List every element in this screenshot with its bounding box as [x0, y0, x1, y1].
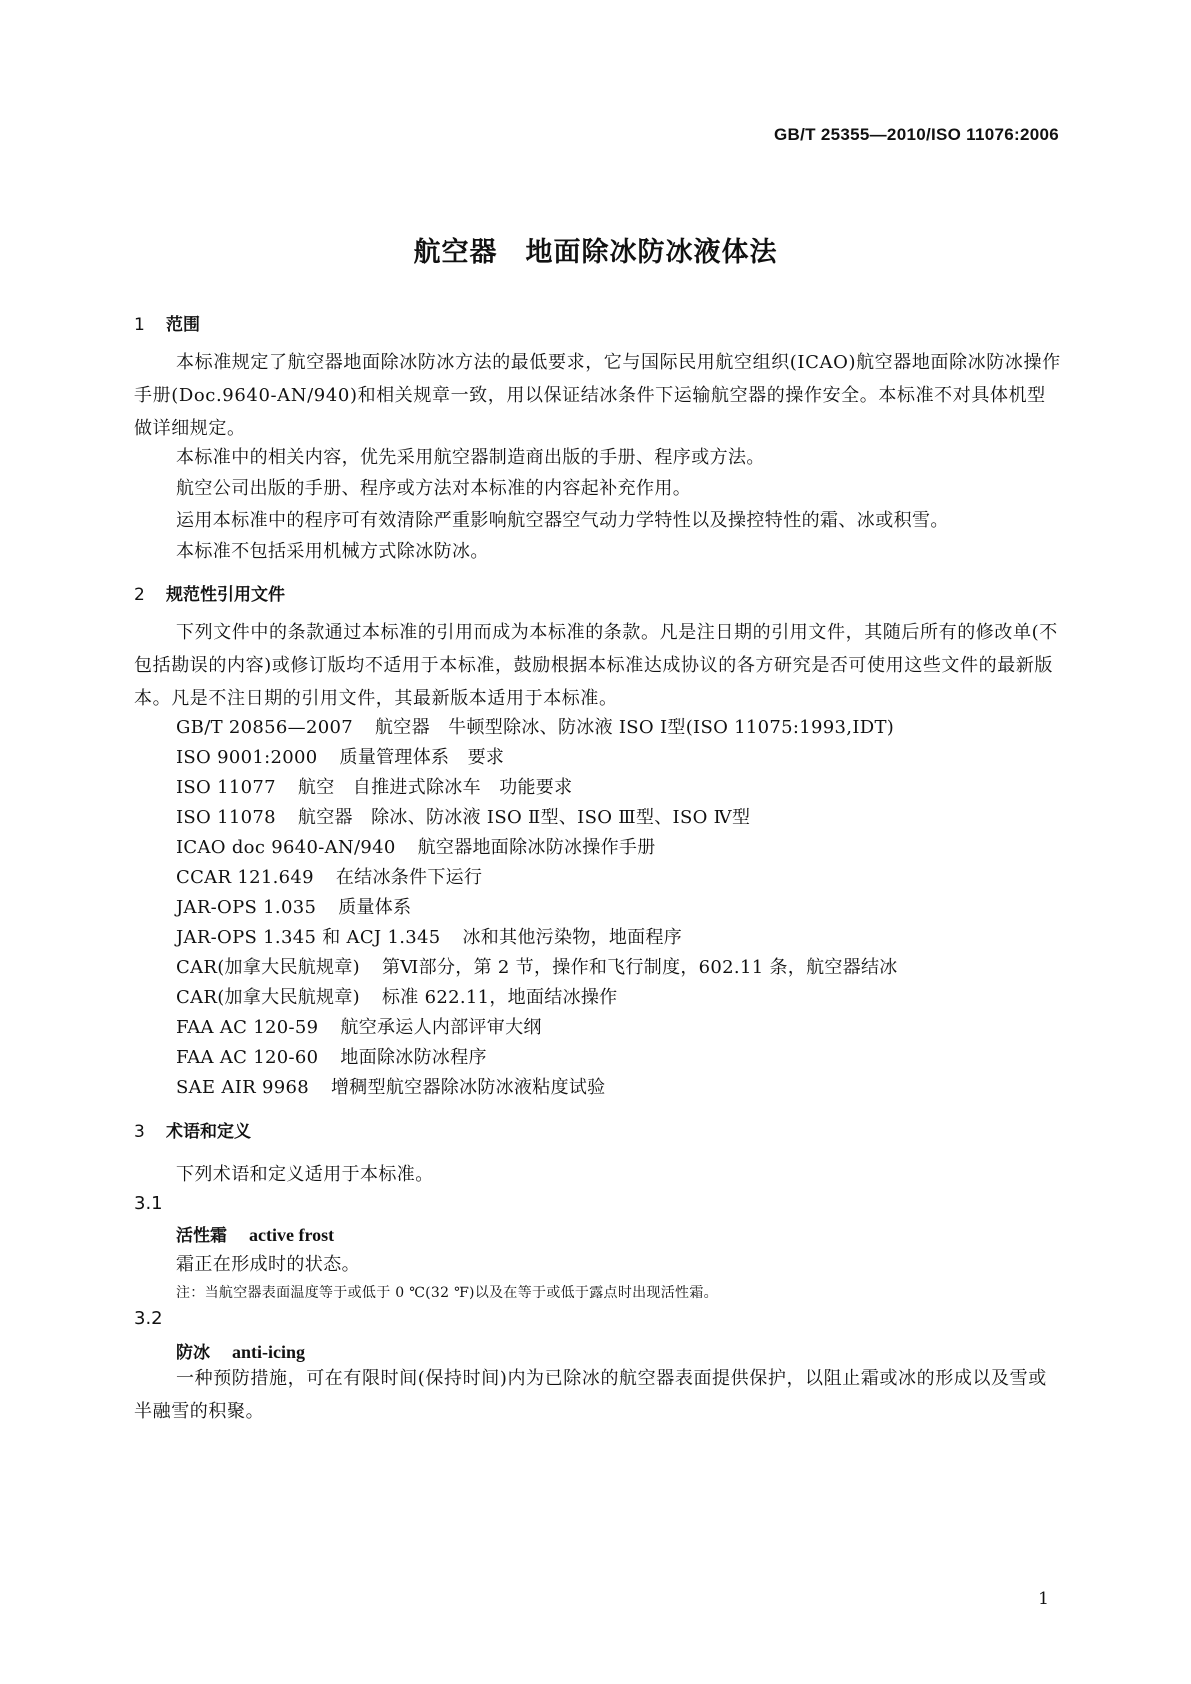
document-title: 航空器 地面除冰防冰液体法 [413, 237, 778, 268]
page-number: 1 [1038, 1589, 1049, 1609]
section-number: 2 [134, 585, 145, 605]
section-number: 1 [134, 315, 145, 335]
reference-item: FAA AC 120-60 地面除冰防冰程序 [176, 1047, 487, 1068]
section-1-paragraph: 本标准规定了航空器地面除冰防冰方法的最低要求，它与国际民用航空组织(ICAO)航空器地面除冰防冰操作手册(Doc.9640-AN/940)和相关规章一致，用以保证结冰条件下运输航空器的操作安全。本标准不对具体机型做详细规定。 [134, 352, 1061, 439]
term-definition: 霜正在形成时的状态。 [176, 1254, 360, 1275]
term-heading [176, 1221, 334, 1246]
reference-item: JAR-OPS 1.345 和 ACJ 1.345 冰和其他污染物，地面程序 [176, 927, 683, 948]
reference-item: ISO 11078 航空器 除冰、防冰液 ISO Ⅱ型、ISO Ⅲ型、ISO Ⅳ型 [176, 807, 751, 828]
term-definition: 一种预防措施，可在有限时间(保持时间)内为已除冰的航空器表面提供保护，以阻止霜或冰的形成以及雪或半融雪的积聚。 [134, 1368, 1047, 1422]
term-heading [176, 1338, 305, 1363]
section-3-intro: 下列术语和定义适用于本标准。 [176, 1164, 434, 1185]
standard-code: GB/T 25355—2010/ISO 11076:2006 [774, 125, 1059, 144]
section-2-heading [134, 580, 285, 605]
clause-number: 3.1 [134, 1193, 163, 1214]
section-3-heading [134, 1117, 251, 1142]
term-chinese: 防冰 [176, 1343, 210, 1363]
section-title: 范围 [166, 315, 200, 335]
term-note: 注：当航空器表面温度等于或低于 0 ℃(32 ℉)以及在等于或低于露点时出现活性霜。 [176, 1285, 718, 1301]
section-1-line: 本标准不包括采用机械方式除冰防冰。 [176, 541, 489, 562]
section-number: 3 [134, 1122, 145, 1142]
section-1-line: 本标准中的相关内容，优先采用航空器制造商出版的手册、程序或方法。 [176, 447, 765, 468]
section-1-line: 运用本标准中的程序可有效清除严重影响航空器空气动力学特性以及操控特性的霜、冰或积雪。 [176, 510, 949, 531]
section-1-heading [134, 310, 200, 335]
section-1-line: 航空公司出版的手册、程序或方法对本标准的内容起补充作用。 [176, 478, 692, 499]
clause-number: 3.2 [134, 1308, 163, 1329]
reference-item: ISO 9001:2000 质量管理体系 要求 [176, 747, 505, 768]
reference-item: GB/T 20856—2007 航空器 牛顿型除冰、防冰液 ISO Ⅰ型(ISO 11075:1993,IDT) [176, 717, 895, 738]
reference-item: ICAO doc 9640-AN/940 航空器地面除冰防冰操作手册 [176, 837, 656, 858]
section-2-paragraph: 下列文件中的条款通过本标准的引用而成为本标准的条款。凡是注日期的引用文件，其随后所有的修改单(不包括勘误的内容)或修订版均不适用于本标准，鼓励根据本标准达成协议的各方研究是否可使用这些文件的最新版本。凡是不注日期的引用文件，其最新版本适用于本标准。 [134, 622, 1058, 709]
term-english: anti-icing [232, 1342, 306, 1362]
term-english: active frost [249, 1225, 335, 1245]
reference-item: JAR-OPS 1.035 质量体系 [176, 897, 412, 918]
reference-item: CCAR 121.649 在结冰条件下运行 [176, 867, 483, 888]
reference-item: CAR(加拿大民航规章) 第Ⅵ部分，第 2 节，操作和飞行制度，602.11 条，航空器结冰 [176, 957, 898, 978]
reference-item: FAA AC 120-59 航空承运人内部评审大纲 [176, 1017, 542, 1038]
reference-item: CAR(加拿大民航规章) 标准 622.11，地面结冰操作 [176, 987, 618, 1008]
reference-item: ISO 11077 航空 自推进式除冰车 功能要求 [176, 777, 573, 798]
term-chinese: 活性霜 [176, 1226, 227, 1246]
section-title: 规范性引用文件 [166, 585, 285, 605]
reference-item: SAE AIR 9968 增稠型航空器除冰防冰液粘度试验 [176, 1077, 606, 1098]
section-title: 术语和定义 [166, 1122, 251, 1142]
